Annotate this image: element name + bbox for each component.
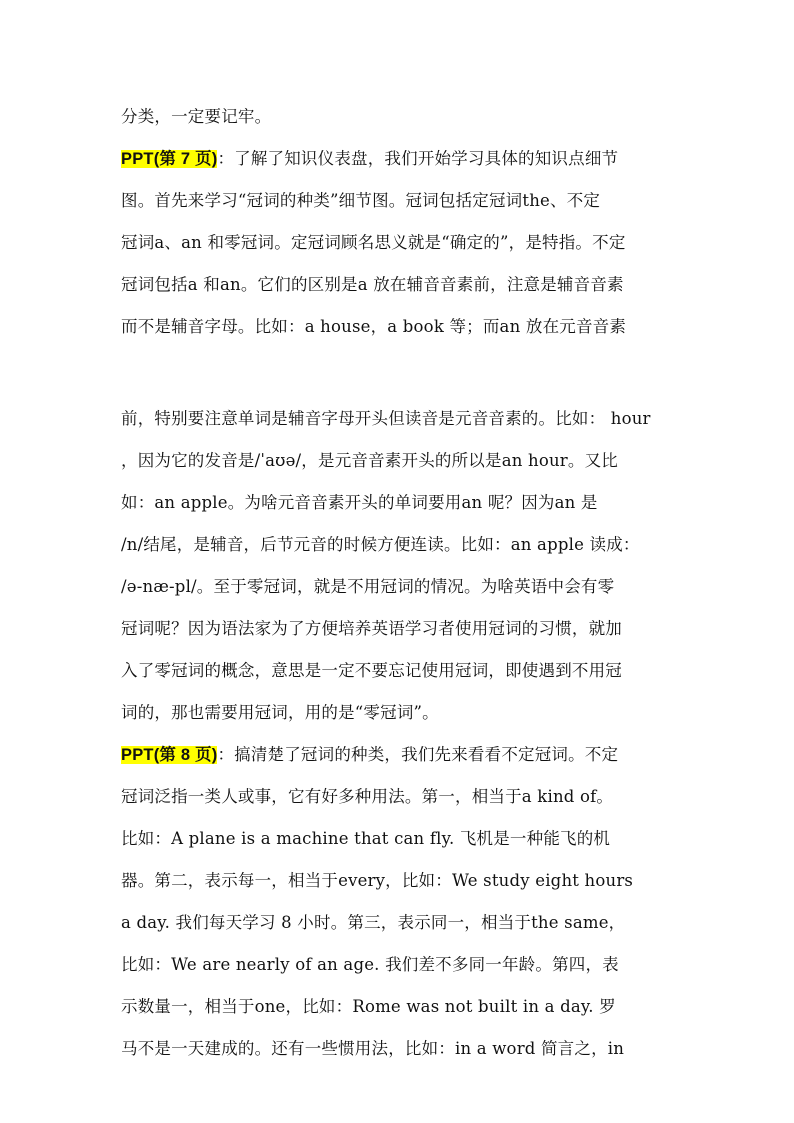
text-line: 冠词泛指一类人或事，它有好多种用法。第一，相当于a kind of。 (121, 787, 614, 806)
text-line: 器。第二，表示每一，相当于every，比如：We study eight hours (121, 871, 634, 890)
text-line: a day. 我们每天学习 8 小时。第三，表示同一，相当于the same， (121, 913, 626, 932)
text-line: 分类，一定要记牢。 (121, 107, 272, 126)
text-line: 冠词a、an 和零冠词。定冠词顾名思义就是“确定的”，是特指。不定 (121, 233, 626, 252)
text-line: 前，特别要注意单词是辅音字母开头但读音是元音音素的。比如： hour (121, 409, 651, 428)
text-line: PPT(第 8 页)：搞清楚了冠词的种类，我们先来看看不定冠词。不定 (121, 745, 619, 764)
text-line: 图。首先来学习“冠词的种类”细节图。冠词包括定冠词the、不定 (121, 191, 601, 210)
ppt-page-8-label: PPT(第 8 页) (121, 746, 218, 764)
text-line: 词的，那也需要用冠词，用的是“零冠词”。 (121, 703, 439, 722)
text-line: PPT(第 7 页)：了解了知识仪表盘，我们开始学习具体的知识点细节 (121, 149, 619, 168)
text-line: 比如：We are nearly of an age. 我们差不多同一年龄。第四，表 (121, 955, 619, 974)
text-line: /ə-næ-pl/。至于零冠词，就是不用冠词的情况。为啥英语中会有零 (121, 577, 615, 596)
text-line: 示数量一，相当于one，比如：Rome was not built in a day. 罗 (121, 997, 616, 1016)
text-line: 比如：A plane is a machine that can fly. 飞机是一种能飞的机 (121, 829, 611, 848)
text-line: ，因为它的发音是/ˈaʊə/，是元音音素开头的所以是an hour。又比 (121, 451, 618, 470)
text-line: 如：an apple。为啥元音音素开头的单词要用an 呢？因为an 是 (121, 493, 598, 512)
text-line: 而不是辅音字母。比如：a house，a book 等；而an 放在元音音素 (121, 317, 627, 336)
ppt-page-7-label: PPT(第 7 页) (121, 150, 218, 168)
text-line: 马不是一天建成的。还有一些惯用法，比如：in a word 简言之，in (121, 1039, 625, 1058)
text-line: 入了零冠词的概念，意思是一定不要忘记使用冠词，即使遇到不用冠 (121, 661, 622, 680)
text-line: 冠词呢？因为语法家为了方便培养英语学习者使用冠词的习惯，就加 (121, 619, 622, 638)
text-line: 冠词包括a 和an。它们的区别是a 放在辅音音素前，注意是辅音音素 (121, 275, 624, 294)
text-line: /n/结尾，是辅音，后节元音的时候方便连读。比如：an apple 读成： (121, 535, 640, 554)
